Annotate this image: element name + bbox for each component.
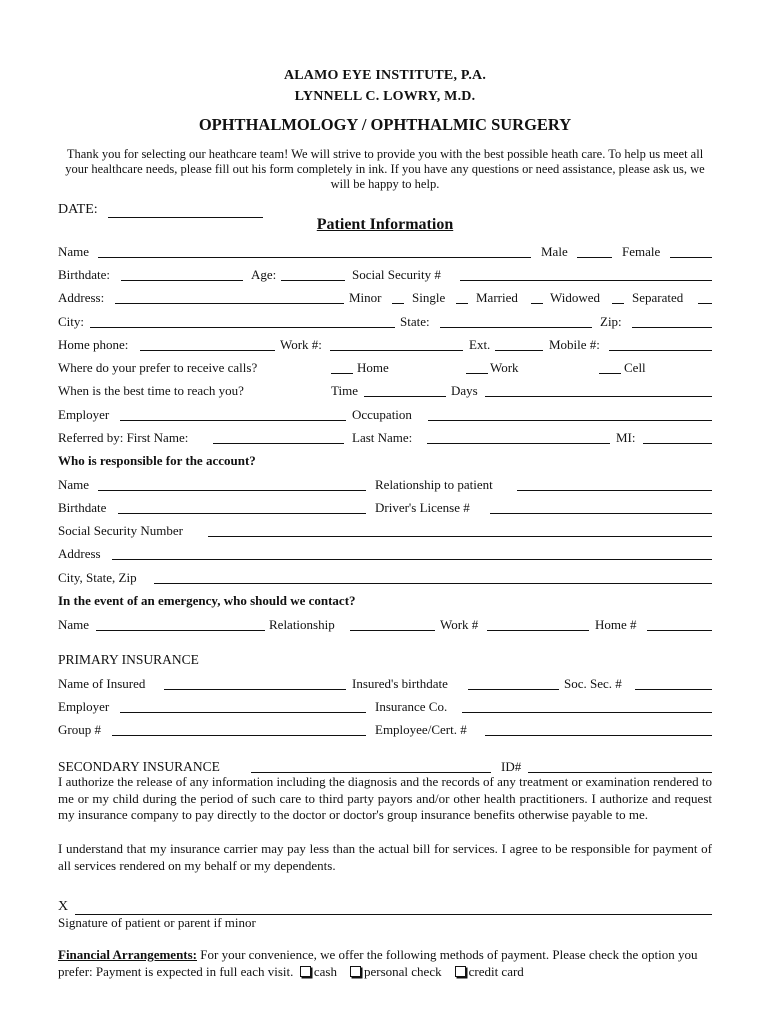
employee-cert-label: Employee/Cert. #: [375, 722, 467, 737]
signature-x: X: [58, 899, 69, 914]
insured-socsec-label: Soc. Sec. #: [564, 676, 622, 691]
mobile-label: Mobile #:: [549, 337, 600, 352]
ext-label: Ext.: [469, 337, 491, 352]
insured-name-label: Name of Insured: [58, 676, 146, 691]
resp-name-row: [58, 474, 712, 494]
ext-field[interactable]: [495, 350, 543, 351]
financial-text: For your convenience, we offer the following methods of payment. Please check the option you prefer: Payment is expected in full each visit.: [58, 947, 698, 979]
intro-text: Thank you for selecting our heathcare team! We will strive to provide you with the best possible heath care. To help us meet all your healthcare needs, please fill out his form completely in ink. If you have any questions or need assistance, please ask us, we will be happy to help.: [65, 147, 705, 191]
mi-field[interactable]: [643, 443, 712, 444]
married-field[interactable]: [531, 303, 543, 304]
ssn-field[interactable]: [460, 280, 712, 281]
insured-name-row: [58, 673, 712, 693]
credit-card-checkbox[interactable]: [455, 966, 466, 977]
days-field[interactable]: [485, 396, 712, 397]
female-field[interactable]: [670, 257, 712, 258]
separated-field[interactable]: [698, 303, 712, 304]
emergency-name-field[interactable]: [96, 630, 265, 631]
resp-birthdate-row: [58, 497, 712, 517]
patient-name-row: [58, 241, 712, 261]
address-field[interactable]: [115, 303, 344, 304]
group-row: [58, 719, 712, 739]
city-label: City:: [58, 314, 85, 329]
address-row: [58, 287, 712, 307]
state-field[interactable]: [440, 327, 592, 328]
birthdate-field[interactable]: [121, 280, 243, 281]
resp-name-label: Name: [58, 477, 90, 492]
emergency-relationship-field[interactable]: [350, 630, 435, 631]
phone-row: [58, 334, 712, 354]
emergency-work-field[interactable]: [487, 630, 589, 631]
employer-label: Employer: [58, 407, 110, 422]
primary-employer-row: [58, 696, 712, 716]
employee-cert-field[interactable]: [485, 735, 712, 736]
insured-socsec-field[interactable]: [635, 689, 712, 690]
resp-address-row: [58, 543, 712, 563]
referred-first-label: Referred by: First Name:: [58, 430, 189, 445]
work-phone-label: Work #:: [280, 337, 322, 352]
primary-employer-field[interactable]: [120, 712, 366, 713]
personal-check-checkbox[interactable]: [350, 966, 361, 977]
secondary-row: [58, 756, 712, 776]
best-time-label: When is the best time to reach you?: [58, 383, 244, 398]
prefer-calls-label: Where do your prefer to receive calls?: [58, 360, 258, 375]
institute-name: ALAMO EYE INSTITUTE, P.A.: [283, 68, 487, 83]
widowed-label: Widowed: [550, 290, 601, 305]
resp-relationship-field[interactable]: [517, 490, 712, 491]
mi-label: MI:: [616, 430, 636, 445]
resp-ssn-field[interactable]: [208, 536, 712, 537]
age-label: Age:: [251, 267, 277, 282]
age-field[interactable]: [281, 280, 345, 281]
authorization-paragraph-1: I authorize the release of any information including the diagnosis and the records of any treatment or examination rendered to me or my child during the period of such care to third party payors and/or other health practitioners. I authorize and request my insurance company to pay directly to the doctor or doctor's group insurance benefits otherwise payable to me.: [58, 774, 712, 822]
city-row: [58, 311, 712, 331]
resp-license-field[interactable]: [490, 513, 712, 514]
days-label: Days: [451, 383, 478, 398]
city-field[interactable]: [90, 327, 395, 328]
emergency-heading-row: [58, 590, 712, 610]
credit-card-label: credit card: [468, 964, 524, 979]
prefer-calls-row: [58, 357, 712, 377]
resp-birthdate-label: Birthdate: [58, 500, 107, 515]
time-field[interactable]: [364, 396, 446, 397]
minor-label: Minor: [349, 290, 382, 305]
zip-field[interactable]: [632, 327, 712, 328]
signature-caption: Signature of patient or parent if minor: [58, 915, 256, 930]
birthdate-row: [58, 264, 712, 284]
primary-employer-label: Employer: [58, 699, 110, 714]
primary-insurance-heading: PRIMARY INSURANCE: [58, 652, 199, 667]
referred-row: [58, 427, 712, 447]
emergency-work-label: Work #: [440, 617, 479, 632]
address-label: Address:: [58, 290, 105, 305]
primary-heading-row: [58, 649, 712, 669]
state-label: State:: [400, 314, 430, 329]
occupation-label: Occupation: [352, 407, 412, 422]
doctor-name: LYNNELL C. LOWRY, M.D.: [294, 89, 476, 104]
single-label: Single: [412, 290, 446, 305]
emergency-row: [58, 614, 712, 634]
secondary-insurance-heading: SECONDARY INSURANCE: [58, 759, 220, 774]
resp-city-label: City, State, Zip: [58, 570, 137, 585]
resp-birthdate-field[interactable]: [118, 513, 366, 514]
call-cell-label: Cell: [624, 360, 646, 375]
call-cell-field[interactable]: [599, 373, 621, 374]
male-field[interactable]: [577, 257, 612, 258]
responsible-heading: Who is responsible for the account?: [58, 453, 256, 468]
responsible-heading-row: [58, 450, 712, 470]
call-home-label: Home: [357, 360, 389, 375]
insured-birthdate-field[interactable]: [468, 689, 559, 690]
secondary-id-label: ID#: [501, 759, 522, 774]
emergency-name-label: Name: [58, 617, 90, 632]
ssn-label: Social Security #: [352, 267, 441, 282]
home-phone-field[interactable]: [140, 350, 275, 351]
cash-label: cash: [313, 964, 337, 979]
work-phone-field[interactable]: [330, 350, 463, 351]
time-label: Time: [331, 383, 358, 398]
best-time-row: [58, 380, 712, 400]
emergency-home-field[interactable]: [647, 630, 712, 631]
last-name-label: Last Name:: [352, 430, 413, 445]
minor-field[interactable]: [392, 303, 404, 304]
male-label: Male: [541, 244, 568, 259]
female-label: Female: [622, 244, 661, 259]
resp-city-field[interactable]: [154, 583, 712, 584]
single-field[interactable]: [456, 303, 468, 304]
financial-heading: Financial Arrangements:: [58, 947, 198, 962]
emergency-heading: In the event of an emergency, who should we contact?: [58, 593, 356, 608]
employer-field[interactable]: [120, 420, 346, 421]
group-label: Group #: [58, 722, 101, 737]
personal-check-label: personal check: [363, 964, 442, 979]
section-title: Patient Information: [316, 216, 454, 233]
secondary-insurance-field[interactable]: [251, 772, 491, 773]
call-work-field[interactable]: [466, 373, 488, 374]
call-work-label: Work: [490, 360, 519, 375]
employer-row: [58, 404, 712, 424]
insurance-co-field[interactable]: [462, 712, 712, 713]
last-name-field[interactable]: [427, 443, 610, 444]
name-label: Name: [58, 244, 90, 259]
emergency-home-label: Home #: [595, 617, 637, 632]
resp-name-field[interactable]: [98, 490, 366, 491]
authorization-paragraph-2: I understand that my insurance carrier may pay less than the actual bill for services. I agree to be responsible for payment of all services rendered on my behalf or my dependents.: [58, 841, 712, 873]
secondary-id-field[interactable]: [528, 772, 712, 773]
resp-city-row: [58, 567, 712, 587]
date-label: DATE:: [58, 202, 98, 217]
resp-ssn-row: [58, 520, 712, 540]
insured-birthdate-label: Insured's birthdate: [352, 676, 448, 691]
referred-first-field[interactable]: [213, 443, 344, 444]
resp-address-label: Address: [58, 546, 101, 561]
insured-name-field[interactable]: [164, 689, 346, 690]
cash-checkbox[interactable]: [300, 966, 311, 977]
resp-license-label: Driver's License #: [375, 500, 470, 515]
widowed-field[interactable]: [612, 303, 624, 304]
call-home-field[interactable]: [331, 373, 353, 374]
insurance-co-label: Insurance Co.: [375, 699, 448, 714]
zip-label: Zip:: [600, 314, 622, 329]
group-field[interactable]: [112, 735, 366, 736]
resp-address-field[interactable]: [112, 559, 712, 560]
emergency-relationship-label: Relationship: [269, 617, 335, 632]
occupation-field[interactable]: [428, 420, 712, 421]
home-phone-label: Home phone:: [58, 337, 129, 352]
married-label: Married: [476, 290, 518, 305]
mobile-field[interactable]: [609, 350, 712, 351]
separated-label: Separated: [632, 290, 684, 305]
resp-relationship-label: Relationship to patient: [375, 477, 493, 492]
financial-arrangements: [58, 946, 712, 980]
patient-name-field[interactable]: [98, 257, 531, 258]
resp-ssn-label: Social Security Number: [58, 523, 183, 538]
specialty-title: OPHTHALMOLOGY / OPHTHALMIC SURGERY: [198, 115, 572, 134]
birthdate-label: Birthdate:: [58, 267, 110, 282]
